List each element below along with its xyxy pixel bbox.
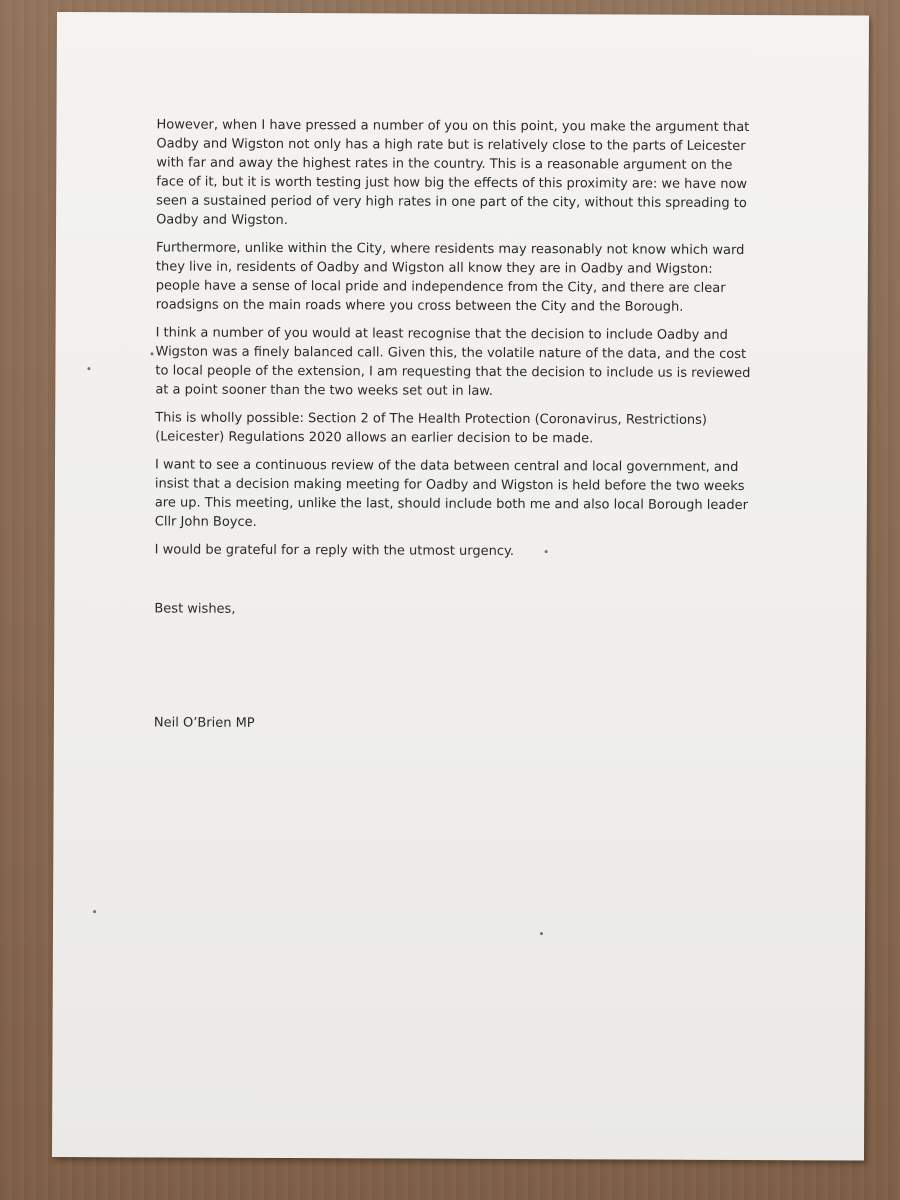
letter-paragraph: Furthermore, unlike within the City, where residents may reasonably not know which ward they live in, residents of Oadby and Wigston all know they are in Oadby and Wigston: people have a sense of local pride and independence from the City, and there are clear roadsigns on the main roads where you cross between the City and the Borough. bbox=[155, 240, 745, 315]
letter-signature: Neil O’Brien MP bbox=[153, 715, 255, 731]
letter-paragraph: I think a number of you would at least recognise that the decision to include Oadby and Wigston was a finely balanced call. Given this, the volatile nature of the data, and the cost to local people of the extension, I am requesting that the decision to include us is reviewed at a point sooner than the two weeks set out in law. bbox=[155, 325, 751, 399]
letter-body bbox=[154, 115, 757, 744]
letter-paragraph: This is wholly possible: Section 2 of The Health Protection (Coronavirus, Restrictions) (Leicester) Regulations 2020 allows an earlier decision to be made. bbox=[155, 410, 708, 447]
letter-paragraph: I want to see a continuous review of the data between central and local government, and insist that a decision making meeting for Oadby and Wigston is held before the two weeks are up. This meeting, unlike the last, should include both me and also local Borough leader Cllr John Boyce. bbox=[154, 457, 748, 530]
paper-speck bbox=[151, 352, 154, 355]
letter-paragraph: I would be grateful for a reply with the utmost urgency. bbox=[154, 542, 515, 559]
letter-paragraph: However, when I have pressed a number of you on this point, you make the argument that Oadby and Wigston not only has a high rate but is relatively close to the parts of Leicester with far and away the highest rates in the country. This is a reasonable argument on the face of it, but it is worth testing just how big the effects of this proximity are: we have now seen a sustained period of very high rates in one part of the city, without this spreading to Oadby and Wigston. bbox=[156, 117, 750, 229]
paper-speck bbox=[87, 367, 90, 370]
paper-speck bbox=[545, 550, 548, 553]
paper-speck bbox=[93, 910, 96, 913]
paper-speck bbox=[540, 932, 543, 935]
letter-closing: Best wishes, bbox=[154, 601, 236, 617]
letter-sheet bbox=[52, 12, 869, 1161]
